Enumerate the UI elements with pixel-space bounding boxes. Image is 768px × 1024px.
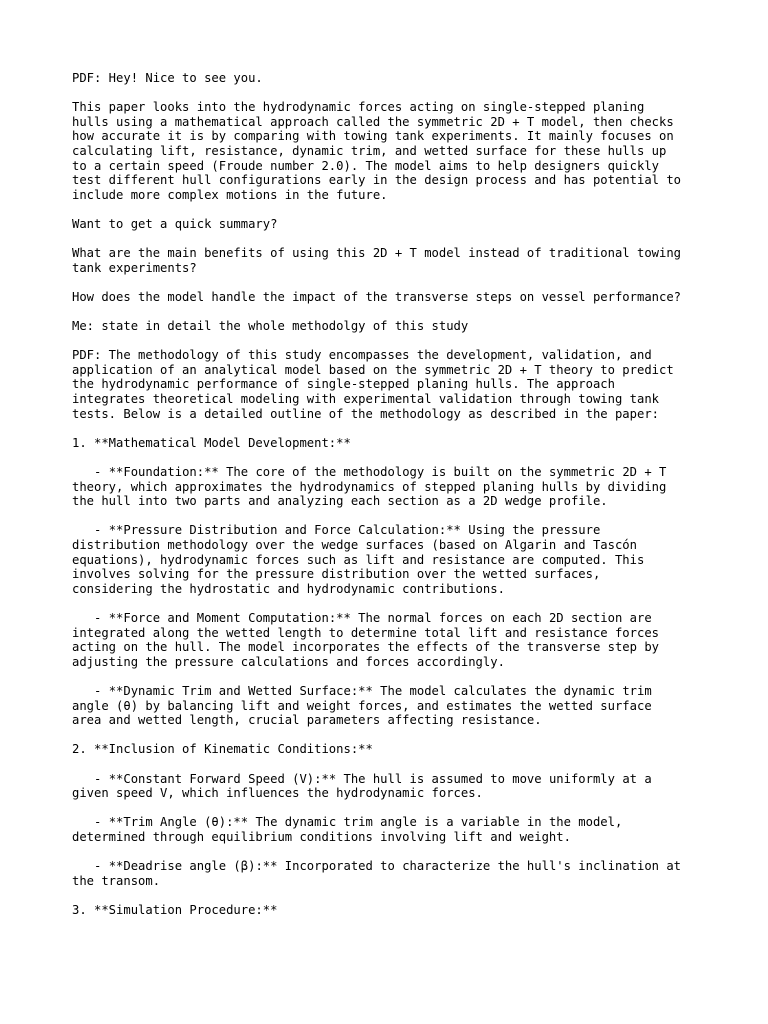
list-item-deadrise-angle: - **Deadrise angle (β):** Incorporated to characterize the hull's inclination at the transom. (72, 859, 682, 888)
user-question: Me: state in detail the whole methodolgy of this study (72, 319, 469, 334)
list-item-dynamic-trim: - **Dynamic Trim and Wetted Surface:** The model calculates the dynamic trim angle (θ) by balancing lift and weight forces, and estimates the wetted surface area and wetted length, crucial parameters affecting resistance. (72, 683, 652, 728)
suggestion-quick-summary: Want to get a quick summary? (72, 216, 278, 231)
suggested-question-steps: How does the model handle the impact of the transverse steps on vessel performance? (72, 289, 682, 304)
section-heading-kinematic-conditions: 2. **Inclusion of Kinematic Conditions:** (72, 742, 373, 757)
suggested-question-benefits: What are the main benefits of using this 2D + T model instead of traditional towing tank experiments? (72, 246, 682, 275)
document-page (72, 71, 712, 932)
list-item-trim-angle: - **Trim Angle (θ):** The dynamic trim angle is a variable in the model, determined through equilibrium conditions involving lift and weight. (72, 815, 623, 844)
list-item-pressure-distribution: - **Pressure Distribution and Force Calculation:** Using the pressure distribution methodology over the wedge surfaces (based on Algarin and Tascón equations), hydrodynamic forces such as lift and resistance are computed. This involves solving for the pressure distribution over the wetted surfaces, considering the hydrostatic and hydrodynamic contributions. (72, 523, 645, 596)
section-heading-model-development: 1. **Mathematical Model Development:** (72, 435, 351, 450)
list-item-foundation: - **Foundation:** The core of the methodology is built on the symmetric 2D + T theory, which approximates the hydrodynamics of stepped planing hulls by dividing the hull into two parts and analyzing each section as a 2D wedge profile. (72, 465, 667, 509)
greeting-line: PDF: Hey! Nice to see you. (72, 71, 263, 85)
list-item-force-moment: - **Force and Moment Computation:** The normal forces on each 2D section are integrated along the wetted length to determine total lift and resistance forces acting on the hull. The model incorporates the effects of the transverse step by adjusting the pressure calculations and forces accordingly. (72, 610, 659, 669)
list-item-forward-speed: - **Constant Forward Speed (V):** The hull is assumed to move uniformly at a given speed V, which influences the hydrodynamic forces. (72, 771, 652, 801)
methodology-intro-paragraph: PDF: The methodology of this study encompasses the development, validation, and application of an analytical model based on the symmetric 2D + T theory to predict the hydrodynamic performance of single-stepped planing hulls. The approach integrates theoretical modeling with experimental validation through towing tank tests. Below is a detailed outline of the methodology as described in the paper: (72, 348, 674, 421)
paper-summary-paragraph: This paper looks into the hydrodynamic forces acting on single-stepped planing hulls using a mathematical approach called the symmetric 2D + T model, then checks how accurate it is by comparing with towing tank experiments. It mainly focuses on calculating lift, resistance, dynamic trim, and wetted surface for these hulls up to a certain speed (Froude number 2.0). The model aims to help designers quickly test different hull configurations early in the design process and has potential to include more complex motions in the future. (72, 100, 682, 202)
section-heading-simulation: 3. **Simulation Procedure:** (72, 902, 278, 917)
